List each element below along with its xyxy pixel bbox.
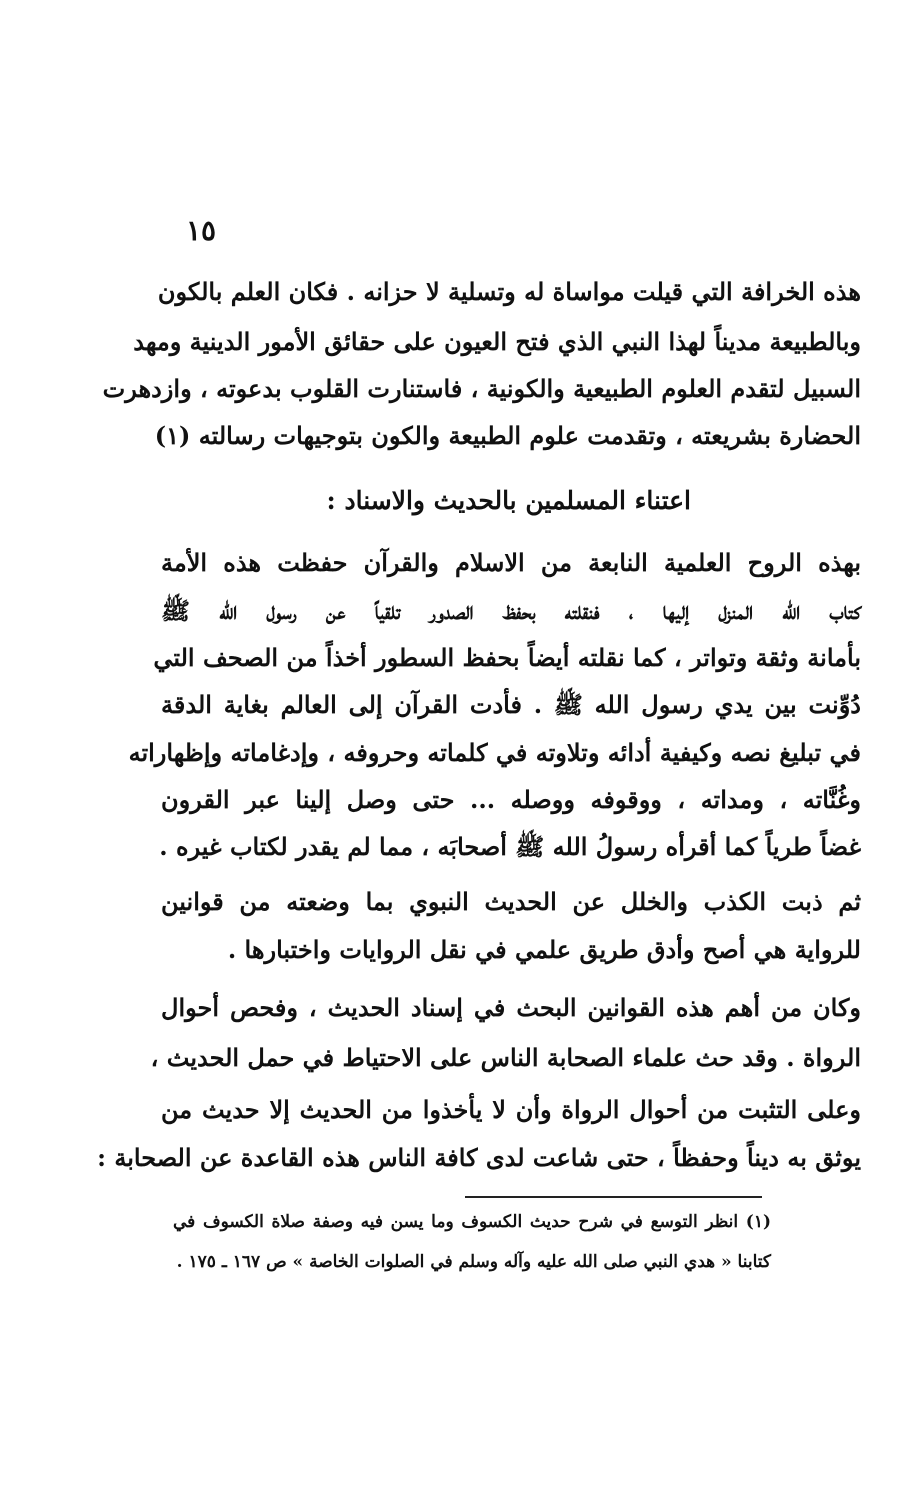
paragraph-line: في تبليغ نصه وكيفية أدائه وتلاوته في كلماته وحروفه ، وإدغاماته وإظهاراته bbox=[128, 738, 861, 767]
paragraph-line: يوثق به ديناً وحفظاً ، حتى شاعت لدى كافة الناس هذه القاعدة عن الصحابة : bbox=[97, 1143, 861, 1172]
footnote-divider bbox=[465, 1196, 762, 1198]
paragraph-line: هذه الخرافة التي قيلت مواساة له وتسلية لا حزانه . فكان العلم بالكون bbox=[157, 277, 861, 306]
footnote-line: (١) انظر التوسع في شرح حديث الكسوف وما يسن فيه وصفة صلاة الكسوف في bbox=[173, 1212, 771, 1232]
paragraph-line: السبيل لتقدم العلوم الطبيعية والكونية ، فاستنارت القلوب بدعوته ، وازدهرت bbox=[102, 374, 861, 403]
paragraph-line: وعلى التثبت من أحوال الرواة وأن لا يأخذوا من الحديث إلا حديث من bbox=[161, 1095, 861, 1124]
paragraph-line: وغُنَّاته ، ومداته ، ووقوفه ووصله ... حتى وصل إلينا عبر القرون bbox=[161, 785, 861, 814]
paragraph-line: للرواية هي أصح وأدق طريق علمي في نقل الروايات واختبارها . bbox=[227, 935, 861, 964]
paragraph-line: الرواة . وقد حث علماء الصحابة الناس على الاحتياط في حمل الحديث ، bbox=[150, 1043, 861, 1072]
section-heading: اعتناء المسلمين بالحديث والاسناد : bbox=[326, 486, 691, 515]
paragraph-line: بهذه الروح العلمية النابعة من الاسلام والقرآن حفظت هذه الأمة bbox=[161, 548, 861, 577]
paragraph-line: غضاً طرياً كما أقرأه رسولُ الله ﷺ أصحابَه ، مما لم يقدر لكتاب غيره . bbox=[159, 832, 861, 861]
paragraph-line: بأمانة وثقة وتواتر ، كما نقلته أيضاً بحفظ السطور أخذاً من الصحف التي bbox=[153, 643, 861, 672]
paragraph-line: وبالطبيعة مديناً لهذا النبي الذي فتح العيون على حقائق الأمور الدينية ومهد bbox=[133, 327, 861, 356]
footnote-line: كتابنا « هدي النبي صلى الله عليه وآله وسلم في الصلوات الخاصة » ص ١٦٧ ـ ١٧٥ . bbox=[176, 1252, 771, 1272]
paragraph-line: دُوِّنت بين يدي رسول الله ﷺ . فأدت القرآن إلى العالم بغاية الدقة bbox=[161, 690, 861, 719]
paragraph-line: كتاب الله المنزل إليها ، فنقلته بحفظ الصدور تلقياً عن رسول الله ﷺ bbox=[161, 596, 861, 625]
paragraph-line: وكان من أهم هذه القوانين البحث في إسناد الحديث ، وفحص أحوال bbox=[161, 993, 861, 1022]
paragraph-line: ثم ذبت الكذب والخلل عن الحديث النبوي بما وضعته من قوانين bbox=[161, 887, 861, 916]
page-number: ١٥ bbox=[186, 214, 217, 247]
paragraph-line: الحضارة بشريعته ، وتقدمت علوم الطبيعة والكون بتوجيهات رسالته (١) bbox=[154, 421, 861, 450]
